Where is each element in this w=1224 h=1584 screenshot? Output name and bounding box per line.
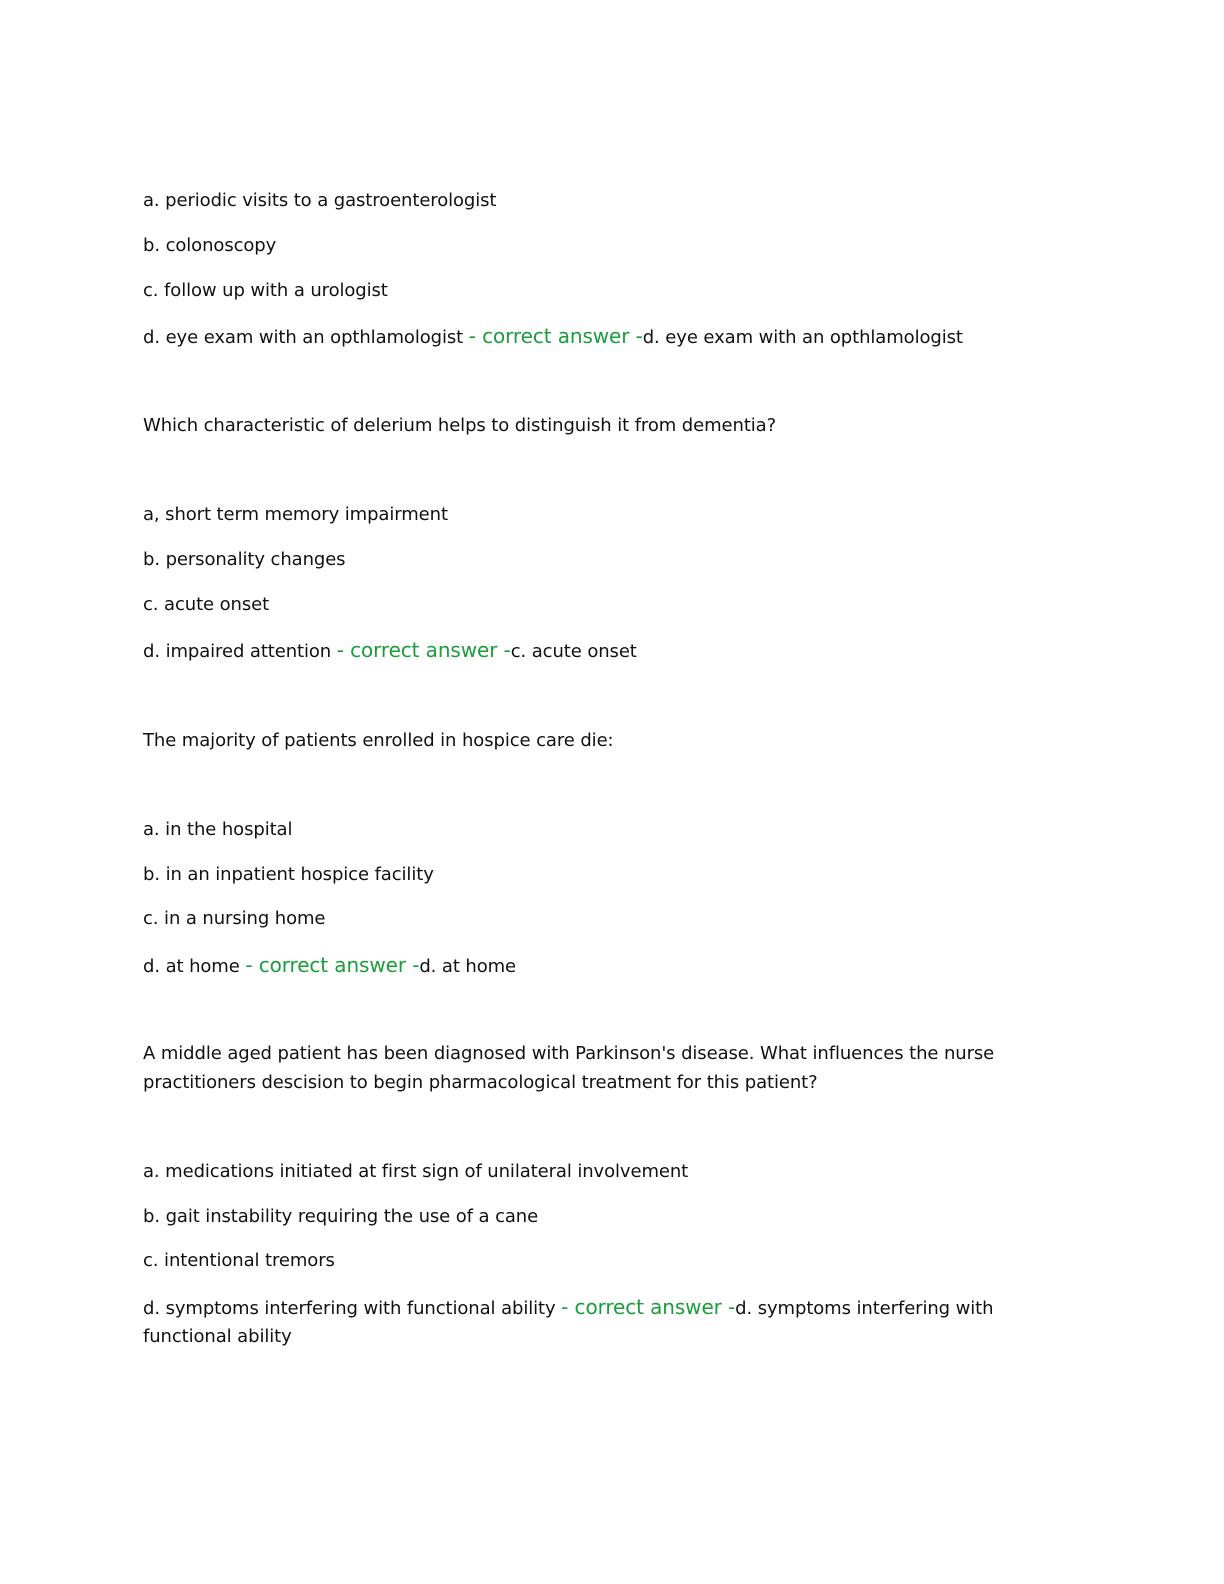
correct-answer-marker: - correct answer - bbox=[336, 638, 511, 662]
option-a: a. periodic visits to a gastroenterologist bbox=[143, 190, 497, 211]
option-b: b. personality changes bbox=[143, 549, 346, 570]
option-d-with-answer bbox=[143, 636, 1003, 666]
answer-text: d. symptoms interfering with bbox=[735, 1298, 994, 1319]
correct-answer-marker: - correct answer - bbox=[245, 953, 420, 977]
answer-text: d. eye exam with an opthlamologist bbox=[642, 327, 963, 348]
correct-answer-marker: - correct answer - bbox=[561, 1295, 736, 1319]
option-d: d. symptoms interfering with functional ability bbox=[143, 1298, 562, 1319]
option-b: b. in an inpatient hospice facility bbox=[143, 864, 434, 885]
question-text: The majority of patients enrolled in hospice care die: bbox=[143, 730, 614, 751]
answer-text: c. acute onset bbox=[510, 641, 637, 662]
option-a: a. medications initiated at first sign of unilateral involvement bbox=[143, 1161, 689, 1182]
question-text-line-2: practitioners descision to begin pharmacological treatment for this patient? bbox=[143, 1072, 818, 1093]
question-text-line-1: A middle aged patient has been diagnosed with Parkinson's disease. What influences the nurse bbox=[143, 1043, 995, 1064]
option-d-with-answer bbox=[143, 322, 1003, 352]
option-d: d. impaired attention bbox=[143, 641, 337, 662]
question-text: Which characteristic of delerium helps to distinguish it from dementia? bbox=[143, 415, 777, 436]
option-c: c. in a nursing home bbox=[143, 908, 326, 929]
option-c: c. acute onset bbox=[143, 594, 270, 615]
option-b: b. gait instability requiring the use of a cane bbox=[143, 1206, 539, 1227]
option-c: c. intentional tremors bbox=[143, 1250, 335, 1271]
option-a: a, short term memory impairment bbox=[143, 504, 448, 525]
answer-text-continued: functional ability bbox=[143, 1326, 292, 1347]
answer-text: d. at home bbox=[419, 956, 517, 977]
correct-answer-marker: - correct answer - bbox=[468, 324, 643, 348]
option-d: d. eye exam with an opthlamologist bbox=[143, 327, 469, 348]
option-d: d. at home bbox=[143, 956, 246, 977]
option-c: c. follow up with a urologist bbox=[143, 280, 388, 301]
option-d-with-answer bbox=[143, 951, 1003, 981]
option-b: b. colonoscopy bbox=[143, 235, 277, 256]
option-d-with-answer bbox=[143, 1293, 1003, 1323]
option-a: a. in the hospital bbox=[143, 819, 293, 840]
